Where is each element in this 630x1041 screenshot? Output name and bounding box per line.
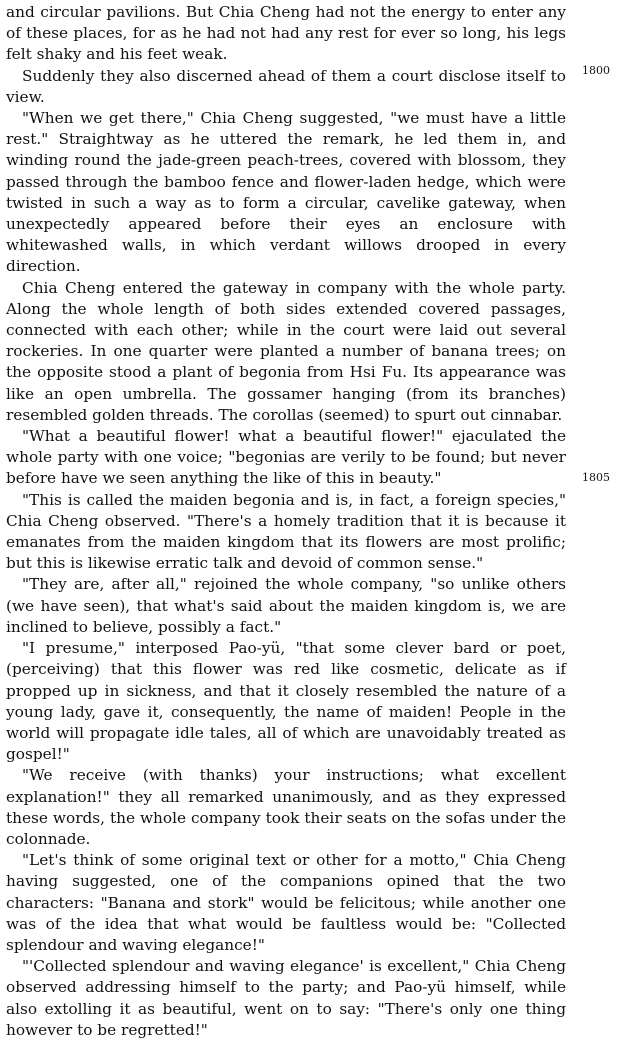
paragraph-6: "This is called the maiden begonia and is, in fact, a foreign species," Chia Cheng observed. "There's a homely tradition that it is because it emanates from the maiden kingdom that its flowers are most prolific; but this is likewise erratic talk and devoid of common sense.": [6, 490, 566, 573]
paragraph-9: "We receive (with thanks) your instructions; what excellent explanation!" they all remarked unanimously, and as they expressed these words, the whole company took their seats on the sofas under the colonnade.: [6, 766, 566, 848]
paragraph-3: "When we get there," Chia Cheng suggested, "we must have a little rest." Straightway as he uttered the remark, he led them in, and winding round the jade-green peach-trees, covered with blossom, they passed through the bamboo fence and flower-laden hedge, which were twisted in such a way as to form a circular, cavelike gateway, when unexpectedly appeared before their eyes an enclosure with whitewashed walls, in which verdant willows drooped in every direction.: [6, 109, 566, 276]
line-number-marker: 1805: [582, 471, 610, 484]
paragraph-1: and circular pavilions. But Chia Cheng had not the energy to enter any of these places, for as he had not had any rest for ever so long, his legs felt shaky and his feet weak.: [6, 3, 566, 64]
line-number-marker: 1800: [582, 64, 610, 77]
paragraph-4: Chia Cheng entered the gateway in company with the whole party. Along the whole length of both sides extended covered passages, connected with each other; while in the court were laid out several rockeries. In one quarter were planted a number of banana trees; on the opposite stood a plant of begonia from Hsi Fu. Its appearance was like an open umbrella. The gossamer hanging (from its branches) resembled golden threads. The corollas (seemed) to spurt out cinnabar.: [6, 278, 566, 424]
paragraph-2: Suddenly they also discerned ahead of them a court disclose itself to view.: [6, 66, 566, 106]
document-page: [6, 2, 566, 1041]
paragraph-11: "'Collected splendour and waving elegance' is excellent," Chia Cheng observed addressing himself to the party; and Pao-yü himself, while also extolling it as beautiful, went on to say: "There's only one thing however to be regretted!": [6, 957, 566, 1039]
paragraph-8: "I presume," interposed Pao-yü, "that some clever bard or poet, (perceiving) that this flower was red like cosmetic, delicate as if propped up in sickness, and that it closely resembled the nature of a young lady, gave it, consequently, the name of maiden! People in the world will propagate idle tales, all of which are unavoidably treated as gospel!": [6, 639, 566, 764]
paragraph-7: "They are, after all," rejoined the whole company, "so unlike others (we have seen), that what's said about the maiden kingdom is, we are inclined to believe, possibly a fact.": [6, 575, 566, 636]
paragraph-5: "What a beautiful flower! what a beautiful flower!" ejaculated the whole party with one voice; "begonias are verily to be found; but never before have we seen anything the like of this in beauty.": [6, 427, 566, 488]
paragraph-10: "Let's think of some original text or other for a motto," Chia Cheng having suggested, one of the companions opined that the two characters: "Banana and stork" would be felicitous; while another one was of the idea that what would be faultless would be: "Collected splendour and waving elegance!": [6, 851, 566, 954]
